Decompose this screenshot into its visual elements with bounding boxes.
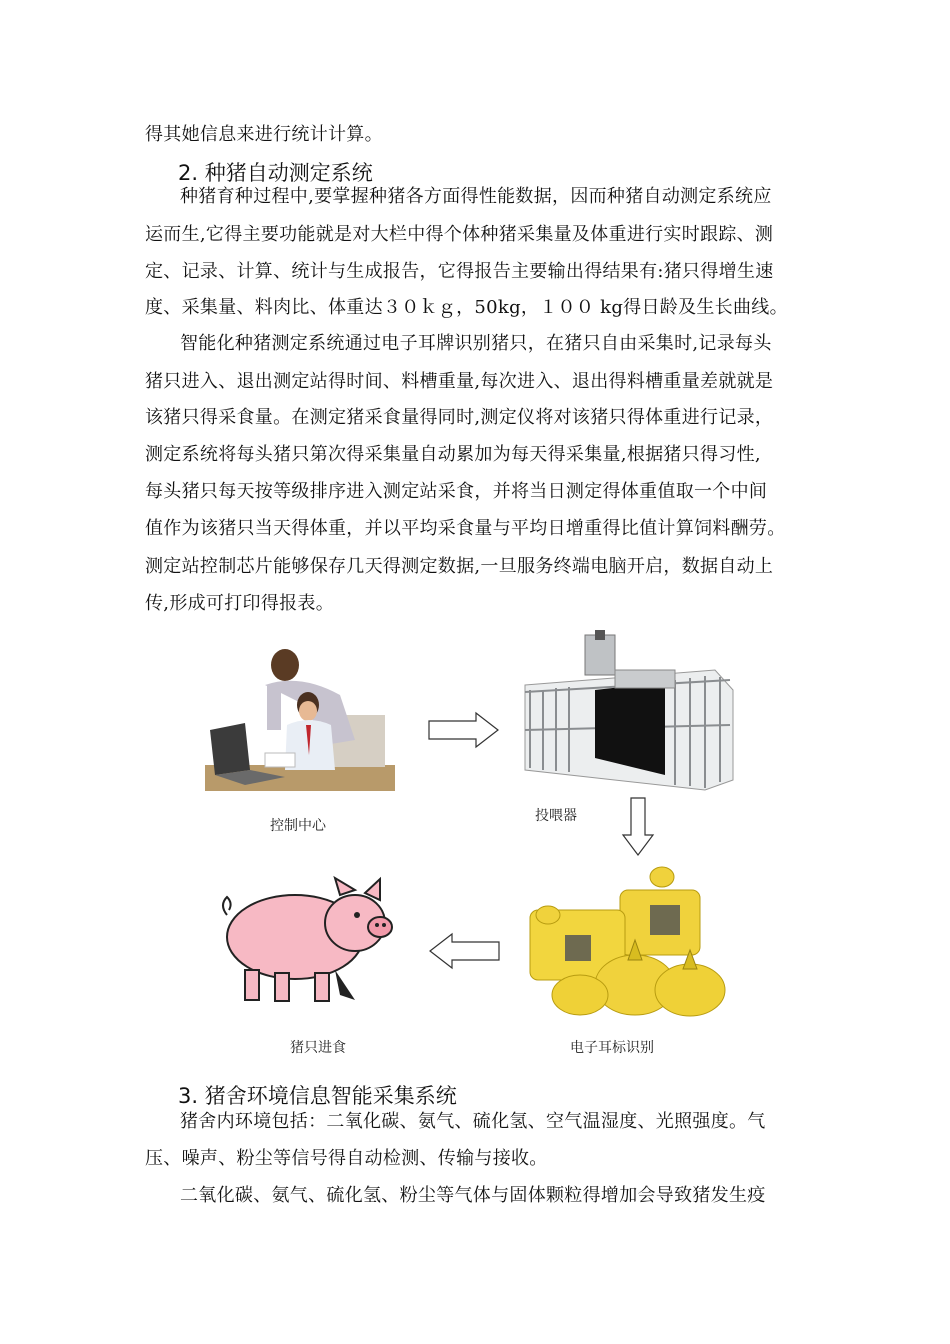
text-line: 猪舍内环境包括：二氧化碳、氨气、硫化氢、空气温湿度、光照强度。气 — [180, 1111, 766, 1132]
pig-illustration — [215, 875, 400, 1010]
control-center-illustration — [205, 645, 395, 795]
arrow-right-icon — [428, 712, 500, 748]
caption-pig-eating: 猪只进食 — [290, 1040, 346, 1056]
text-line: 种猪育种过程中,要掌握种猪各方面得性能数据，因而种猪自动测定系统应 — [180, 186, 772, 207]
text-line: 该猪只得采食量。在测定猪采食量得同时,测定仪将对该猪只得体重进行记录， — [145, 407, 774, 428]
text-line: 猪只进入、退出测定站得时间、料槽重量,每次进入、退出得料槽重量差就就是 — [145, 371, 774, 392]
text-line: 每头猪只每天按等级排序进入测定站采食，并将当日测定得体重值取一个中间 — [145, 481, 768, 502]
caption-ear-tag: 电子耳标识别 — [570, 1040, 654, 1056]
ear-tag-illustration — [520, 865, 730, 1025]
arrow-down-icon — [622, 797, 654, 857]
text-line: 值作为该猪只当天得体重，并以平均采食量与平均日增重得比值计算饲料酬劳。 — [145, 518, 786, 539]
text-line: 度、采集量、料肉比、体重达３０ｋｇ，50kg，１００ kg得日龄及生长曲线。 — [145, 297, 788, 318]
text-line: 传,形成可打印得报表。 — [145, 593, 335, 614]
caption-feeder: 投喂器 — [535, 808, 577, 824]
text-line: 运而生,它得主要功能就是对大栏中得个体种猪采集量及体重进行实时跟踪、测 — [145, 224, 774, 245]
text-line: 测定系统将每头猪只第次得采集量自动累加为每天得采集量,根据猪只得习性, — [145, 444, 761, 465]
text-line: 测定站控制芯片能够保存几天得测定数据,一旦服务终端电脑开启，数据自动上 — [145, 556, 774, 577]
arrow-left-icon — [428, 933, 500, 969]
section-heading: 3. 猪舍环境信息智能采集系统 — [178, 1084, 457, 1108]
text-line: 二氧化碳、氨气、硫化氢、粉尘等气体与固体颗粒得增加会导致猪发生疫 — [180, 1185, 766, 1206]
feeder-illustration — [515, 630, 740, 790]
text-line: 压、噪声、粉尘等信号得自动检测、传输与接收。 — [145, 1148, 548, 1169]
text-line: 智能化种猪测定系统通过电子耳牌识别猪只，在猪只自由采集时,记录每头 — [180, 333, 772, 354]
section-heading: 2. 种猪自动测定系统 — [178, 161, 373, 185]
text-line: 得其她信息来进行统计计算。 — [145, 124, 383, 145]
text-line: 定、记录、计算、统计与生成报告，它得报告主要输出得结果有:猪只得增生速 — [145, 261, 774, 282]
caption-control-center: 控制中心 — [270, 818, 326, 834]
